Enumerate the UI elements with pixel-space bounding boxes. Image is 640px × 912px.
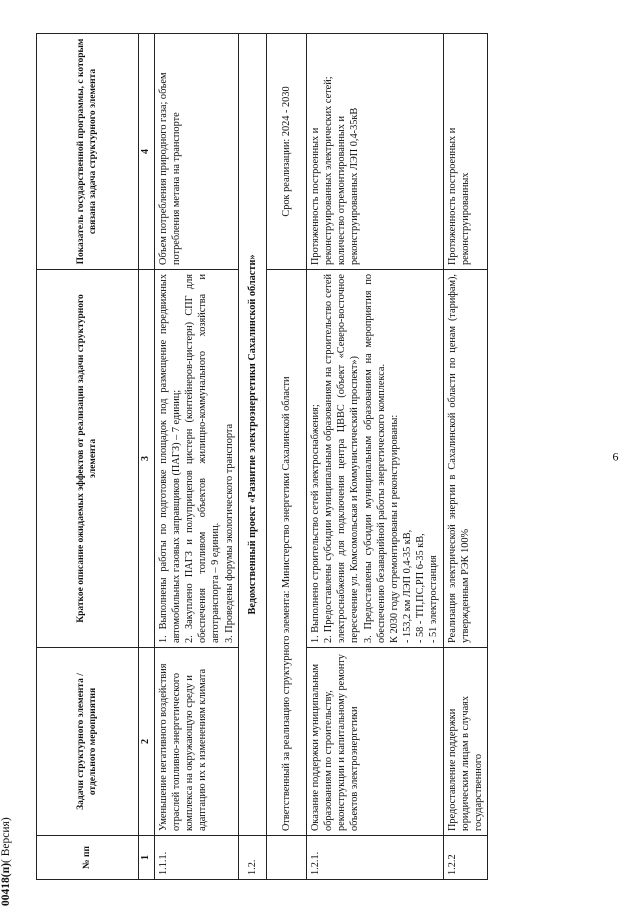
effect-line: 3. Проведены форумы экологического транспорта — [223, 423, 235, 643]
col-number: 2 — [139, 648, 155, 836]
col-number: 3 — [139, 270, 155, 648]
document-footer — [0, 817, 12, 906]
task-cell: Оказание поддержки муниципальным образованиям по строительству, реконструкции и капитальному ремонту объектов электроэнергетики — [306, 648, 443, 836]
empty-cell — [266, 836, 306, 880]
section-row — [238, 34, 266, 880]
row-number: 1.1.1. — [154, 836, 238, 880]
header-indicator: Показатель государственной программы, с которым связана задача структурного элемента — [37, 34, 139, 270]
row-number: 1.2.2 — [443, 836, 488, 880]
col-number: 1 — [139, 836, 155, 880]
column-number-row — [139, 34, 155, 880]
page-number: 6 — [612, 449, 619, 464]
section-number: 1.2. — [238, 836, 266, 880]
task-cell: Предоставление поддержки юридическим лицам в случаях государственного — [443, 648, 488, 836]
section-title: Ведомственный проект «Развитие электроэнергетики Сахалинской области» — [238, 34, 266, 836]
document-version: ( Версия) — [0, 817, 12, 863]
effect-line: К 2030 году отремонтированы и реконструированы: — [388, 414, 400, 643]
header-task: Задачи структурного элемента / отдельного мероприятия — [37, 648, 139, 836]
indicator-cell: Объем потребления природного газа; объем потребления метана на транспорте — [154, 34, 238, 270]
document-code: 00418(п) — [0, 862, 12, 906]
effect-line: 1. Выполнены работы по подготовке площадок под размещение передвижных автомобильных газовых заправщиков (ПАГЗ) – 7 единиц; — [157, 274, 182, 643]
effects-cell — [154, 270, 238, 648]
table-row — [154, 34, 238, 880]
indicator-cell: Протяженность построенных и реконструированных электрических сетей; количество отремонтированных и реконструированных ЛЭП 0,4-35кВ — [306, 34, 443, 270]
indicator-cell: Протяженность построенных и реконструированных — [443, 34, 488, 270]
effect-line: 2. Предоставлены субсидии муниципальным образованиям на строительство сетей электроснабжения для подключения центра ЦВВС (объект «Северо-восточное пересечение ул. Комсомольская и Коммунистический проспект») — [323, 274, 361, 643]
col-number: 4 — [139, 34, 155, 270]
effect-line: - 58 - ТП,ПС,РП 6-35 кВ, — [415, 533, 427, 643]
table-row — [443, 34, 488, 880]
effect-line: 1. Выполнено строительство сетей электроснабжения; — [309, 404, 321, 643]
program-table — [36, 33, 488, 880]
row-number: 1.2.1. — [306, 836, 443, 880]
effect-line: - 51 электростанция — [428, 555, 440, 643]
task-cell: Уменьшение негативного воздействия отраслей топливно-энергетического комплекса на окружающую среду и адаптацию их к изменениям климата — [154, 648, 238, 836]
effect-line: 2. Закуплено ПАГЗ и полуприцепов цистерн (контейнеров-цистерн) СПГ для обеспечения топливом объектов жилищно-коммунального хозяйства и автотранспорта – 9 единиц. — [184, 274, 222, 643]
header-effects: Краткое описание ожидаемых эффектов от реализации задачи структурного элемента — [37, 270, 139, 648]
period-text: Срок реализации: 2024 - 2030 — [266, 34, 306, 270]
header-num: № пп — [37, 836, 139, 880]
effects-cell: Реализация электрической энергии в Сахалинской области по ценам (тарифам), утвержденным РЭК 100% — [443, 270, 488, 648]
effect-line: - 153,2 км ЛЭП 0,4-35 кВ, — [402, 529, 414, 643]
responsible-text: Ответственный за реализацию структурного элемента: Министерство энергетики Сахалинской области — [266, 270, 306, 836]
effects-cell — [306, 270, 443, 648]
responsible-row — [266, 34, 306, 880]
header-row — [37, 34, 139, 880]
effect-line: 3. Предоставлены субсидии муниципальным образованиям на мероприятия по обеспечению безаварийной работы энергетического комплекса. — [362, 274, 387, 643]
table-row — [306, 34, 443, 880]
